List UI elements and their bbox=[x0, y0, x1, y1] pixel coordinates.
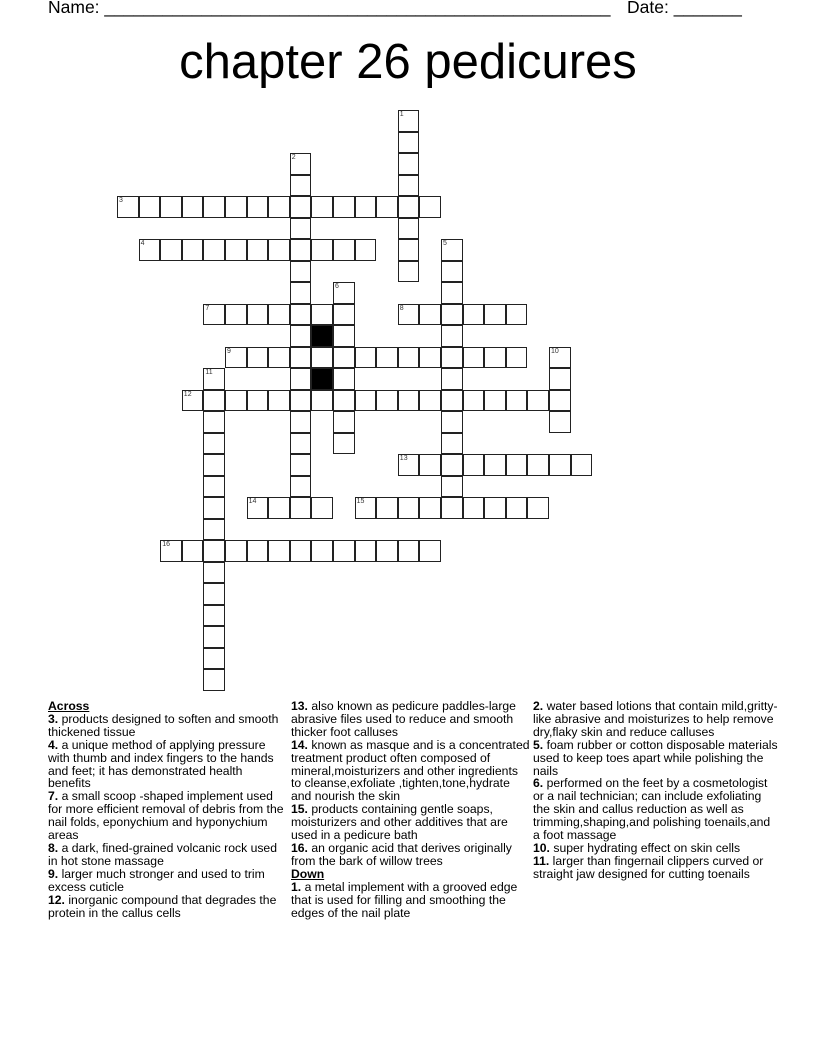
grid-cell[interactable] bbox=[290, 454, 312, 476]
grid-cell[interactable] bbox=[398, 261, 420, 283]
grid-cell[interactable] bbox=[203, 390, 225, 412]
grid-cell[interactable] bbox=[247, 239, 269, 261]
grid-cell[interactable] bbox=[290, 497, 312, 519]
grid-cell[interactable] bbox=[484, 497, 506, 519]
grid-cell[interactable] bbox=[290, 411, 312, 433]
grid-cell[interactable] bbox=[203, 497, 225, 519]
clue-across-14: 14. known as masque and is a concentrated treatment product often composed of mineral,moisturizers and other ingredients to cleanse,exfoliate ,tighten,tone,hydrate and nourish the skin bbox=[291, 737, 530, 804]
clue-number: 14 bbox=[248, 498, 257, 505]
grid-cell[interactable] bbox=[311, 304, 333, 326]
grid-cell[interactable] bbox=[333, 196, 355, 218]
grid-cell[interactable] bbox=[290, 368, 312, 390]
clue-number: 10 bbox=[551, 347, 559, 355]
grid-cell[interactable] bbox=[333, 282, 355, 304]
grid-cell[interactable] bbox=[463, 454, 485, 476]
clue-down-5: 5. foam rubber or cotton disposable materials used to keep toes apart while polishing the nails bbox=[533, 737, 778, 778]
grid-cell[interactable] bbox=[376, 196, 398, 218]
clue-across-15: 15. products containing gentle soaps, moisturizers and other additives that are used in a pedicure bath bbox=[291, 802, 508, 843]
grid-cell[interactable] bbox=[441, 304, 463, 326]
grid-cell[interactable] bbox=[506, 454, 528, 476]
grid-cell[interactable] bbox=[203, 648, 225, 670]
black-cell bbox=[311, 368, 333, 390]
clue-number: 7 bbox=[205, 304, 210, 312]
grid-cell[interactable] bbox=[225, 390, 247, 412]
clue-down-1: 1. a metal implement with a grooved edge that is used for filling and smoothing the edges of the nail plate bbox=[291, 879, 518, 920]
grid-cell[interactable] bbox=[398, 390, 420, 412]
grid-cell[interactable] bbox=[484, 304, 506, 326]
grid-cell[interactable] bbox=[333, 390, 355, 412]
grid-cell[interactable] bbox=[441, 390, 463, 412]
grid-cell[interactable] bbox=[247, 390, 269, 412]
grid-cell[interactable] bbox=[333, 368, 355, 390]
grid-cell[interactable] bbox=[463, 390, 485, 412]
grid-cell[interactable] bbox=[225, 347, 247, 369]
grid-cell[interactable] bbox=[182, 390, 204, 412]
grid-cell[interactable] bbox=[484, 390, 506, 412]
grid-cell[interactable] bbox=[398, 540, 420, 562]
grid-cell[interactable] bbox=[203, 583, 225, 605]
clue-number: 4 bbox=[140, 240, 145, 247]
clue-number: 16 bbox=[162, 541, 170, 548]
grid-cell[interactable] bbox=[290, 218, 312, 240]
clue-number: 15 bbox=[356, 498, 365, 505]
grid-cell[interactable] bbox=[333, 239, 355, 261]
grid-cell[interactable] bbox=[203, 454, 225, 476]
grid-cell[interactable] bbox=[268, 347, 290, 369]
grid-cell[interactable] bbox=[333, 411, 355, 433]
grid-cell[interactable] bbox=[203, 605, 225, 627]
grid-cell[interactable] bbox=[398, 132, 420, 154]
grid-cell[interactable] bbox=[290, 347, 312, 369]
grid-cell[interactable] bbox=[203, 476, 225, 498]
grid-cell[interactable] bbox=[203, 304, 225, 326]
grid-cell[interactable] bbox=[182, 540, 204, 562]
grid-cell[interactable] bbox=[419, 540, 441, 562]
grid-cell[interactable] bbox=[290, 153, 312, 175]
grid-cell[interactable] bbox=[225, 540, 247, 562]
clue-number: 8 bbox=[399, 304, 404, 312]
grid-cell[interactable] bbox=[290, 325, 312, 347]
clue-across-16: 16. an organic acid that derives originally from the bark of willow trees bbox=[291, 840, 512, 868]
grid-cell[interactable] bbox=[441, 325, 463, 347]
grid-cell[interactable] bbox=[268, 497, 290, 519]
grid-cell[interactable] bbox=[225, 304, 247, 326]
grid-cell[interactable] bbox=[139, 196, 161, 218]
clues-column-1 bbox=[48, 700, 288, 919]
date-field[interactable]: Date: _______ bbox=[627, 0, 742, 17]
grid-cell[interactable] bbox=[355, 540, 377, 562]
grid-cell[interactable] bbox=[441, 454, 463, 476]
grid-cell[interactable] bbox=[311, 497, 333, 519]
grid-cell[interactable] bbox=[376, 390, 398, 412]
grid-cell[interactable] bbox=[290, 175, 312, 197]
grid-cell[interactable] bbox=[441, 239, 463, 261]
grid-cell[interactable] bbox=[376, 540, 398, 562]
grid-cell[interactable] bbox=[441, 347, 463, 369]
grid-cell[interactable] bbox=[247, 497, 269, 519]
grid-cell[interactable] bbox=[527, 497, 549, 519]
grid-cell[interactable] bbox=[398, 304, 420, 326]
grid-cell[interactable] bbox=[182, 196, 204, 218]
clue-down-6: 6. performed on the feet by a cosmetologist or a nail technician; can include exfoliating the skin and callus reduction as well as trimming,shaping,and polishing toenails,and a foot massage bbox=[533, 776, 771, 843]
clue-number: 3 bbox=[119, 197, 123, 204]
grid-cell[interactable] bbox=[355, 497, 377, 519]
grid-cell[interactable] bbox=[290, 196, 312, 218]
grid-cell[interactable] bbox=[139, 239, 161, 261]
grid-cell[interactable] bbox=[398, 347, 420, 369]
grid-cell[interactable] bbox=[311, 390, 333, 412]
clue-number: 9 bbox=[227, 347, 231, 355]
clues-column-3 bbox=[533, 700, 778, 881]
clue-number: 1 bbox=[399, 111, 404, 118]
grid-cell[interactable] bbox=[527, 390, 549, 412]
grid-cell[interactable] bbox=[398, 153, 420, 175]
grid-cell[interactable] bbox=[290, 239, 312, 261]
grid-cell[interactable] bbox=[203, 411, 225, 433]
grid-cell[interactable] bbox=[268, 304, 290, 326]
grid-cell[interactable] bbox=[182, 239, 204, 261]
clue-number: 6 bbox=[335, 283, 339, 290]
grid-cell[interactable] bbox=[571, 454, 593, 476]
grid-cell[interactable] bbox=[225, 239, 247, 261]
grid-cell[interactable] bbox=[506, 304, 528, 326]
grid-cell[interactable] bbox=[441, 411, 463, 433]
clue-number: 11 bbox=[205, 369, 213, 376]
grid-cell[interactable] bbox=[398, 218, 420, 240]
clues-column-2 bbox=[291, 700, 531, 919]
grid-cell[interactable] bbox=[203, 368, 225, 390]
grid-cell[interactable] bbox=[225, 196, 247, 218]
grid-cell[interactable] bbox=[398, 110, 420, 132]
clue-across-3: 3. products designed to soften and smooth thickened tissue bbox=[48, 711, 279, 739]
grid-cell[interactable] bbox=[484, 454, 506, 476]
page-title: chapter 26 pedicures bbox=[179, 35, 637, 89]
grid-cell[interactable] bbox=[247, 304, 269, 326]
grid-cell[interactable] bbox=[160, 540, 182, 562]
grid-cell[interactable] bbox=[311, 239, 333, 261]
grid-cell[interactable] bbox=[268, 540, 290, 562]
grid-cell[interactable] bbox=[376, 497, 398, 519]
grid-cell[interactable] bbox=[506, 390, 528, 412]
grid-cell[interactable] bbox=[333, 540, 355, 562]
down-heading: Down bbox=[291, 866, 325, 881]
grid-cell[interactable] bbox=[311, 540, 333, 562]
grid-cell[interactable] bbox=[463, 497, 485, 519]
grid-cell[interactable] bbox=[549, 454, 571, 476]
clue-across-12: 12. inorganic compound that degrades the protein in the callus cells bbox=[48, 892, 277, 920]
grid-cell[interactable] bbox=[463, 304, 485, 326]
clue-down-10: 10. super hydrating effect on skin cells bbox=[533, 840, 741, 855]
grid-cell[interactable] bbox=[333, 433, 355, 455]
grid-cell[interactable] bbox=[290, 433, 312, 455]
grid-cell[interactable] bbox=[398, 196, 420, 218]
grid-cell[interactable] bbox=[311, 347, 333, 369]
grid-cell[interactable] bbox=[441, 497, 463, 519]
grid-cell[interactable] bbox=[355, 239, 377, 261]
clue-across-7: 7. a small scoop -shaped implement used for more efficient removal of debris from the nail folds, eponychium and hyponychium areas bbox=[48, 789, 284, 843]
grid-cell[interactable] bbox=[355, 196, 377, 218]
grid-cell[interactable] bbox=[441, 476, 463, 498]
clue-number: 12 bbox=[183, 390, 192, 398]
grid-cell[interactable] bbox=[398, 454, 420, 476]
grid-cell[interactable] bbox=[549, 411, 571, 433]
grid-cell[interactable] bbox=[117, 196, 139, 218]
clue-number: 13 bbox=[399, 455, 408, 462]
grid-cell[interactable] bbox=[419, 497, 441, 519]
grid-cell[interactable] bbox=[527, 454, 549, 476]
grid-cell[interactable] bbox=[290, 540, 312, 562]
grid-cell[interactable] bbox=[333, 325, 355, 347]
grid-cell[interactable] bbox=[333, 304, 355, 326]
grid-cell[interactable] bbox=[333, 347, 355, 369]
grid-cell[interactable] bbox=[247, 196, 269, 218]
grid-cell[interactable] bbox=[268, 390, 290, 412]
grid-cell[interactable] bbox=[355, 347, 377, 369]
grid-cell[interactable] bbox=[506, 347, 528, 369]
grid-cell[interactable] bbox=[419, 390, 441, 412]
grid-cell[interactable] bbox=[549, 390, 571, 412]
grid-cell[interactable] bbox=[419, 347, 441, 369]
across-heading: Across bbox=[48, 699, 90, 713]
clue-across-9: 9. larger much stronger and used to trim excess cuticle bbox=[48, 866, 265, 894]
grid-cell[interactable] bbox=[484, 347, 506, 369]
grid-cell[interactable] bbox=[203, 433, 225, 455]
grid-cell[interactable] bbox=[247, 347, 269, 369]
grid-cell[interactable] bbox=[549, 368, 571, 390]
grid-cell[interactable] bbox=[290, 282, 312, 304]
grid-cell[interactable] bbox=[376, 347, 398, 369]
grid-cell[interactable] bbox=[549, 347, 571, 369]
grid-cell[interactable] bbox=[398, 497, 420, 519]
grid-cell[interactable] bbox=[247, 540, 269, 562]
grid-cell[interactable] bbox=[160, 239, 182, 261]
grid-cell[interactable] bbox=[203, 669, 225, 691]
grid-cell[interactable] bbox=[203, 196, 225, 218]
grid-cell[interactable] bbox=[290, 261, 312, 283]
grid-cell[interactable] bbox=[441, 261, 463, 283]
grid-cell[interactable] bbox=[268, 196, 290, 218]
clue-across-8: 8. a dark, fined-grained volcanic rock used in hot stone massage bbox=[48, 840, 277, 868]
grid-cell[interactable] bbox=[441, 282, 463, 304]
grid-cell[interactable] bbox=[441, 433, 463, 455]
grid-cell[interactable] bbox=[290, 390, 312, 412]
grid-cell[interactable] bbox=[419, 196, 441, 218]
clue-across-4: 4. a unique method of applying pressure with thumb and index fingers to the hands and feet; it has demonstrated health benefits bbox=[48, 737, 274, 791]
clue-number: 2 bbox=[291, 154, 296, 161]
grid-cell[interactable] bbox=[203, 239, 225, 261]
clue-across-13: 13. also known as pedicure paddles-large abrasive files used to reduce and smooth thicker foot calluses bbox=[291, 699, 516, 739]
black-cell bbox=[311, 325, 333, 347]
grid-cell[interactable] bbox=[203, 562, 225, 584]
grid-cell[interactable] bbox=[419, 454, 441, 476]
grid-cell[interactable] bbox=[311, 196, 333, 218]
grid-cell[interactable] bbox=[290, 304, 312, 326]
grid-cell[interactable] bbox=[203, 626, 225, 648]
grid-cell[interactable] bbox=[160, 196, 182, 218]
name-field[interactable]: Name: ____________________________________________________ bbox=[48, 0, 611, 17]
grid-cell[interactable] bbox=[419, 304, 441, 326]
grid-cell[interactable] bbox=[463, 347, 485, 369]
grid-cell[interactable] bbox=[506, 497, 528, 519]
clue-down-11: 11. larger than fingernail clippers curved or straight jaw designed for cutting toenails bbox=[533, 853, 764, 881]
grid-cell[interactable] bbox=[355, 390, 377, 412]
grid-cell[interactable] bbox=[290, 476, 312, 498]
clue-number: 5 bbox=[443, 240, 447, 247]
grid-cell[interactable] bbox=[398, 175, 420, 197]
grid-cell[interactable] bbox=[203, 519, 225, 541]
grid-cell[interactable] bbox=[268, 239, 290, 261]
grid-cell[interactable] bbox=[203, 540, 225, 562]
grid-cell[interactable] bbox=[398, 239, 420, 261]
grid-cell[interactable] bbox=[441, 368, 463, 390]
clue-down-2: 2. water based lotions that contain mild,gritty-like abrasive and moisturizes to help remove dry,flaky skin and reduce calluses bbox=[533, 699, 778, 739]
